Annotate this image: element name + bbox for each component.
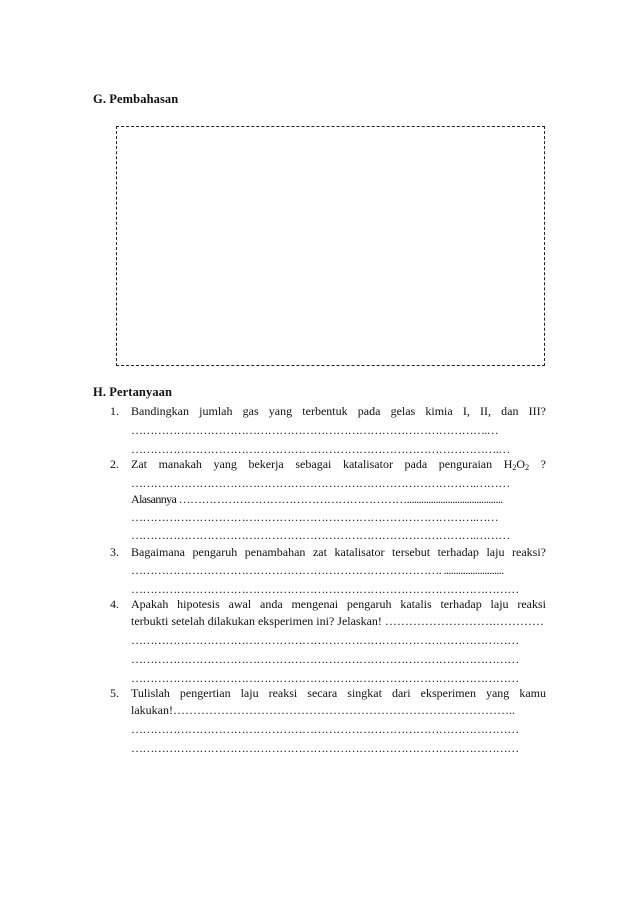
question-3-answer-line-2[interactable]: ………………………………………………………………………………………… bbox=[131, 582, 519, 596]
question-2-text-oxygen: O bbox=[516, 457, 526, 471]
question-5-answer-line-2[interactable]: ………………………………………………………………………………………… bbox=[131, 741, 519, 755]
question-2-text-end: ? bbox=[529, 457, 546, 471]
question-3-number: 3. bbox=[110, 545, 119, 559]
question-2-subscript-2: 2 bbox=[525, 463, 530, 472]
question-1-text: Bandingkan jumlah gas yang terbentuk pada gelas kimia I, II, dan III? bbox=[131, 404, 546, 418]
section-h-heading: H. Pertanyaan bbox=[93, 385, 173, 399]
question-2-answer-line-3[interactable]: ……………………………………………………………………………….……… bbox=[131, 528, 510, 542]
question-1-answer-line-2[interactable]: …………………………………………………………………………………….… bbox=[131, 442, 510, 456]
question-4-answer-line-1[interactable]: ………………………………………………………………………………………… bbox=[131, 633, 519, 647]
question-4-answer-line-3[interactable]: ………………………………………………………………………………………… bbox=[131, 671, 519, 685]
question-5-answer-line-1[interactable]: ………………………………………………………………………………………… bbox=[131, 722, 519, 736]
question-2-text-main: Zat manakah yang bekerja sebagai katalisator pada penguraian H bbox=[131, 457, 513, 471]
question-4-number: 4. bbox=[110, 597, 119, 611]
question-2-answer-line-1[interactable]: ……………………………………………………………………………….……… bbox=[131, 476, 510, 490]
discussion-answer-box[interactable] bbox=[116, 126, 545, 366]
question-5-text-line-1: Tulislah pengertian laju reaksi secara singkat dari eksperimen yang kamu bbox=[131, 686, 546, 700]
question-1-answer-line-1[interactable]: ………………………………………………………………………………….… bbox=[131, 423, 499, 437]
question-4-text-line-2: terbukti setelah dilakukan eksperimen ini? Jelaskan! ……………………….………… bbox=[131, 614, 544, 628]
question-2-subscript-1: 2 bbox=[512, 463, 517, 472]
question-1-number: 1. bbox=[110, 404, 119, 418]
question-3-text: Bagaimana pengaruh penambahan zat katalisator tersebut terhadap laju reaksi? bbox=[131, 545, 546, 559]
question-3-answer-line-1[interactable]: ………………………………………………………………………. ......................... bbox=[131, 563, 504, 577]
question-2-answer-line-2[interactable]: ……………………………………………………………………………….…… bbox=[131, 510, 499, 524]
section-g-heading: G. Pembahasan bbox=[93, 92, 179, 106]
question-2-reason-line[interactable]: Alasannya ……………………………………………………........................................ bbox=[131, 492, 503, 506]
question-4-text-line-1: Apakah hipotesis awal anda mengenai pengaruh katalis terhadap laju reaksi bbox=[131, 597, 546, 611]
question-5-text-line-2: lakukan!………………………………………………………………………….. bbox=[131, 703, 515, 717]
question-2-number: 2. bbox=[110, 457, 119, 471]
question-2-text bbox=[131, 457, 546, 472]
question-5-number: 5. bbox=[110, 686, 119, 700]
question-4-answer-line-2[interactable]: ………………………………………………………………………………………… bbox=[131, 652, 519, 666]
